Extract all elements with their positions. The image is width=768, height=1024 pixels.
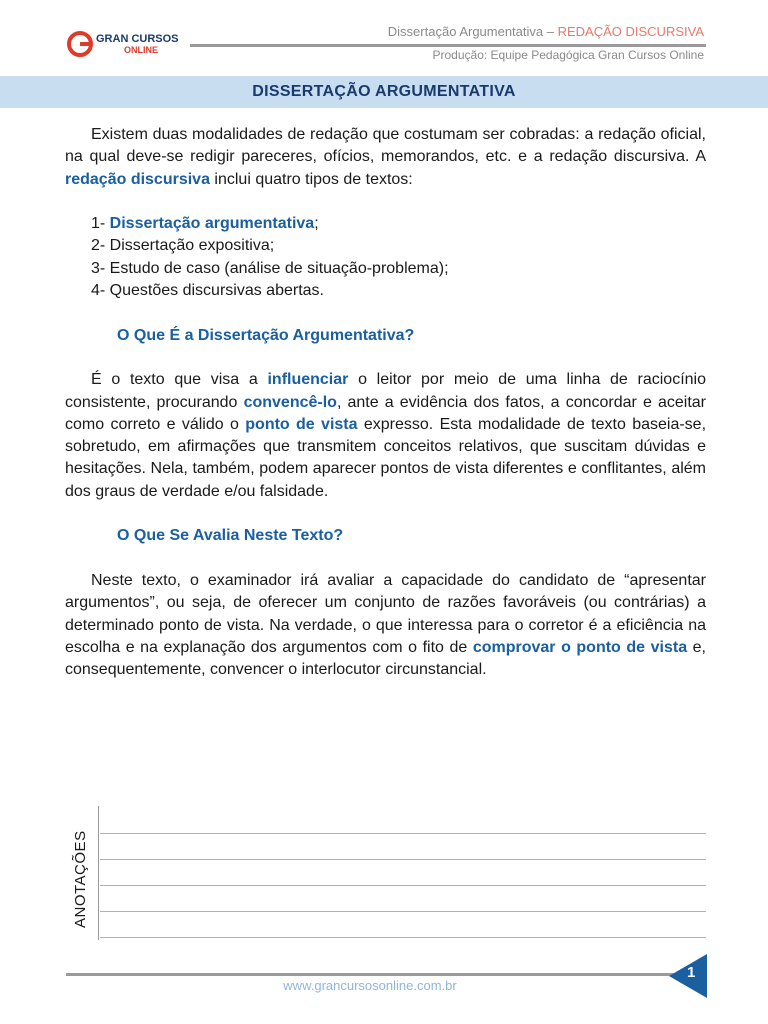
section1-text-4: expresso. Esta modalidade de texto baseia-se, sobretudo, em afirmações que transmitem conceitos relativos, que suscitam dúvidas e hesitações. Nela, também, podem aparecer pontos de vista diferentes e conflitantes, além dos graus de verdade e/ou falsidade. [65,415,707,500]
list-item-end: ; [314,215,319,233]
intro-text-a: Existem duas modalidades de redação que costumam ser cobradas: a redação oficial, na qual deve-se redigir pareceres, ofícios, memorandos, etc. e a redação discursiva. A [65,126,706,166]
list-item [65,213,706,235]
header-rule [190,44,706,47]
section1-highlight-2: convencê-lo [243,393,337,411]
list-item-number: 1- [91,215,110,233]
section1-paragraph [65,369,706,503]
notes-line[interactable] [100,911,706,912]
gran-cursos-logo [66,28,186,60]
list-item: 3- Estudo de caso (análise de situação-problema); [91,259,449,277]
document-body [65,124,706,681]
list-item: 4- Questões discursivas abertas. [91,282,324,300]
section-heading: O Que Se Avalia Neste Texto? [117,527,344,545]
notes-line[interactable] [100,885,706,886]
section2-text-2: e, consequentemente, convencer o interlocutor circunstancial. [65,638,706,679]
intro-text-b: inclui quatro tipos de textos: [209,170,413,188]
page-number: 1 [687,964,696,981]
section1-highlight-1: influenciar [267,371,349,389]
list-item: 2- Dissertação expositiva; [91,237,275,255]
footer-url[interactable]: www.grancursosonline.com.br [283,978,457,993]
footer-rule [66,973,678,976]
notes-line[interactable] [100,833,706,834]
page-number-badge [669,954,707,998]
svg-text:GRAN CURSOS: GRAN CURSOS [96,33,179,45]
section1-highlight-3: ponto de vista [245,415,358,433]
header-title-main: Dissertação Argumentativa – [387,24,558,39]
notes-divider [98,806,99,940]
list-item-highlight: Dissertação argumentativa [109,215,315,233]
page-title-banner: DISSERTAÇÃO ARGUMENTATIVA [0,76,768,108]
svg-text:ONLINE: ONLINE [124,45,159,55]
section2-paragraph [65,570,706,681]
notes-line[interactable] [100,937,706,938]
intro-paragraph [65,124,706,191]
section-heading: O Que É a Dissertação Argumentativa? [117,326,415,344]
section1-text-3: , ante a evidência dos fatos, a concordar e aceitar como correto e válido o [65,393,707,433]
text-types-list [65,213,706,302]
section2-text-1: Neste texto, o examinador irá avaliar a capacidade do candidato de “apresentar argumentos”, ou seja, de oferecer um conjunto de razões favoráveis (ou contrárias) a determinado ponto de vista. Na verdade, o que interessa para o corretor é a eficiência na escolha e na explanação dos argumentos com o fito de [65,571,706,656]
notes-line[interactable] [100,859,706,860]
header-title [388,24,704,39]
header-title-accent: REDAÇÃO DISCURSIVA [557,24,704,39]
section1-text-1: É o texto que visa a [91,371,268,389]
notes-label: ANOTAÇÕES [72,830,89,928]
header-credit: Produção: Equipe Pedagógica Gran Cursos Online [432,48,704,62]
section2-highlight-1: comprovar o ponto de vista [472,638,688,656]
logo-mark [66,28,186,60]
intro-highlight: redação discursiva [65,170,210,188]
section1-text-2: o leitor por meio de uma linha de raciocínio consistente, procurando [65,371,706,411]
notes-box [66,806,706,940]
